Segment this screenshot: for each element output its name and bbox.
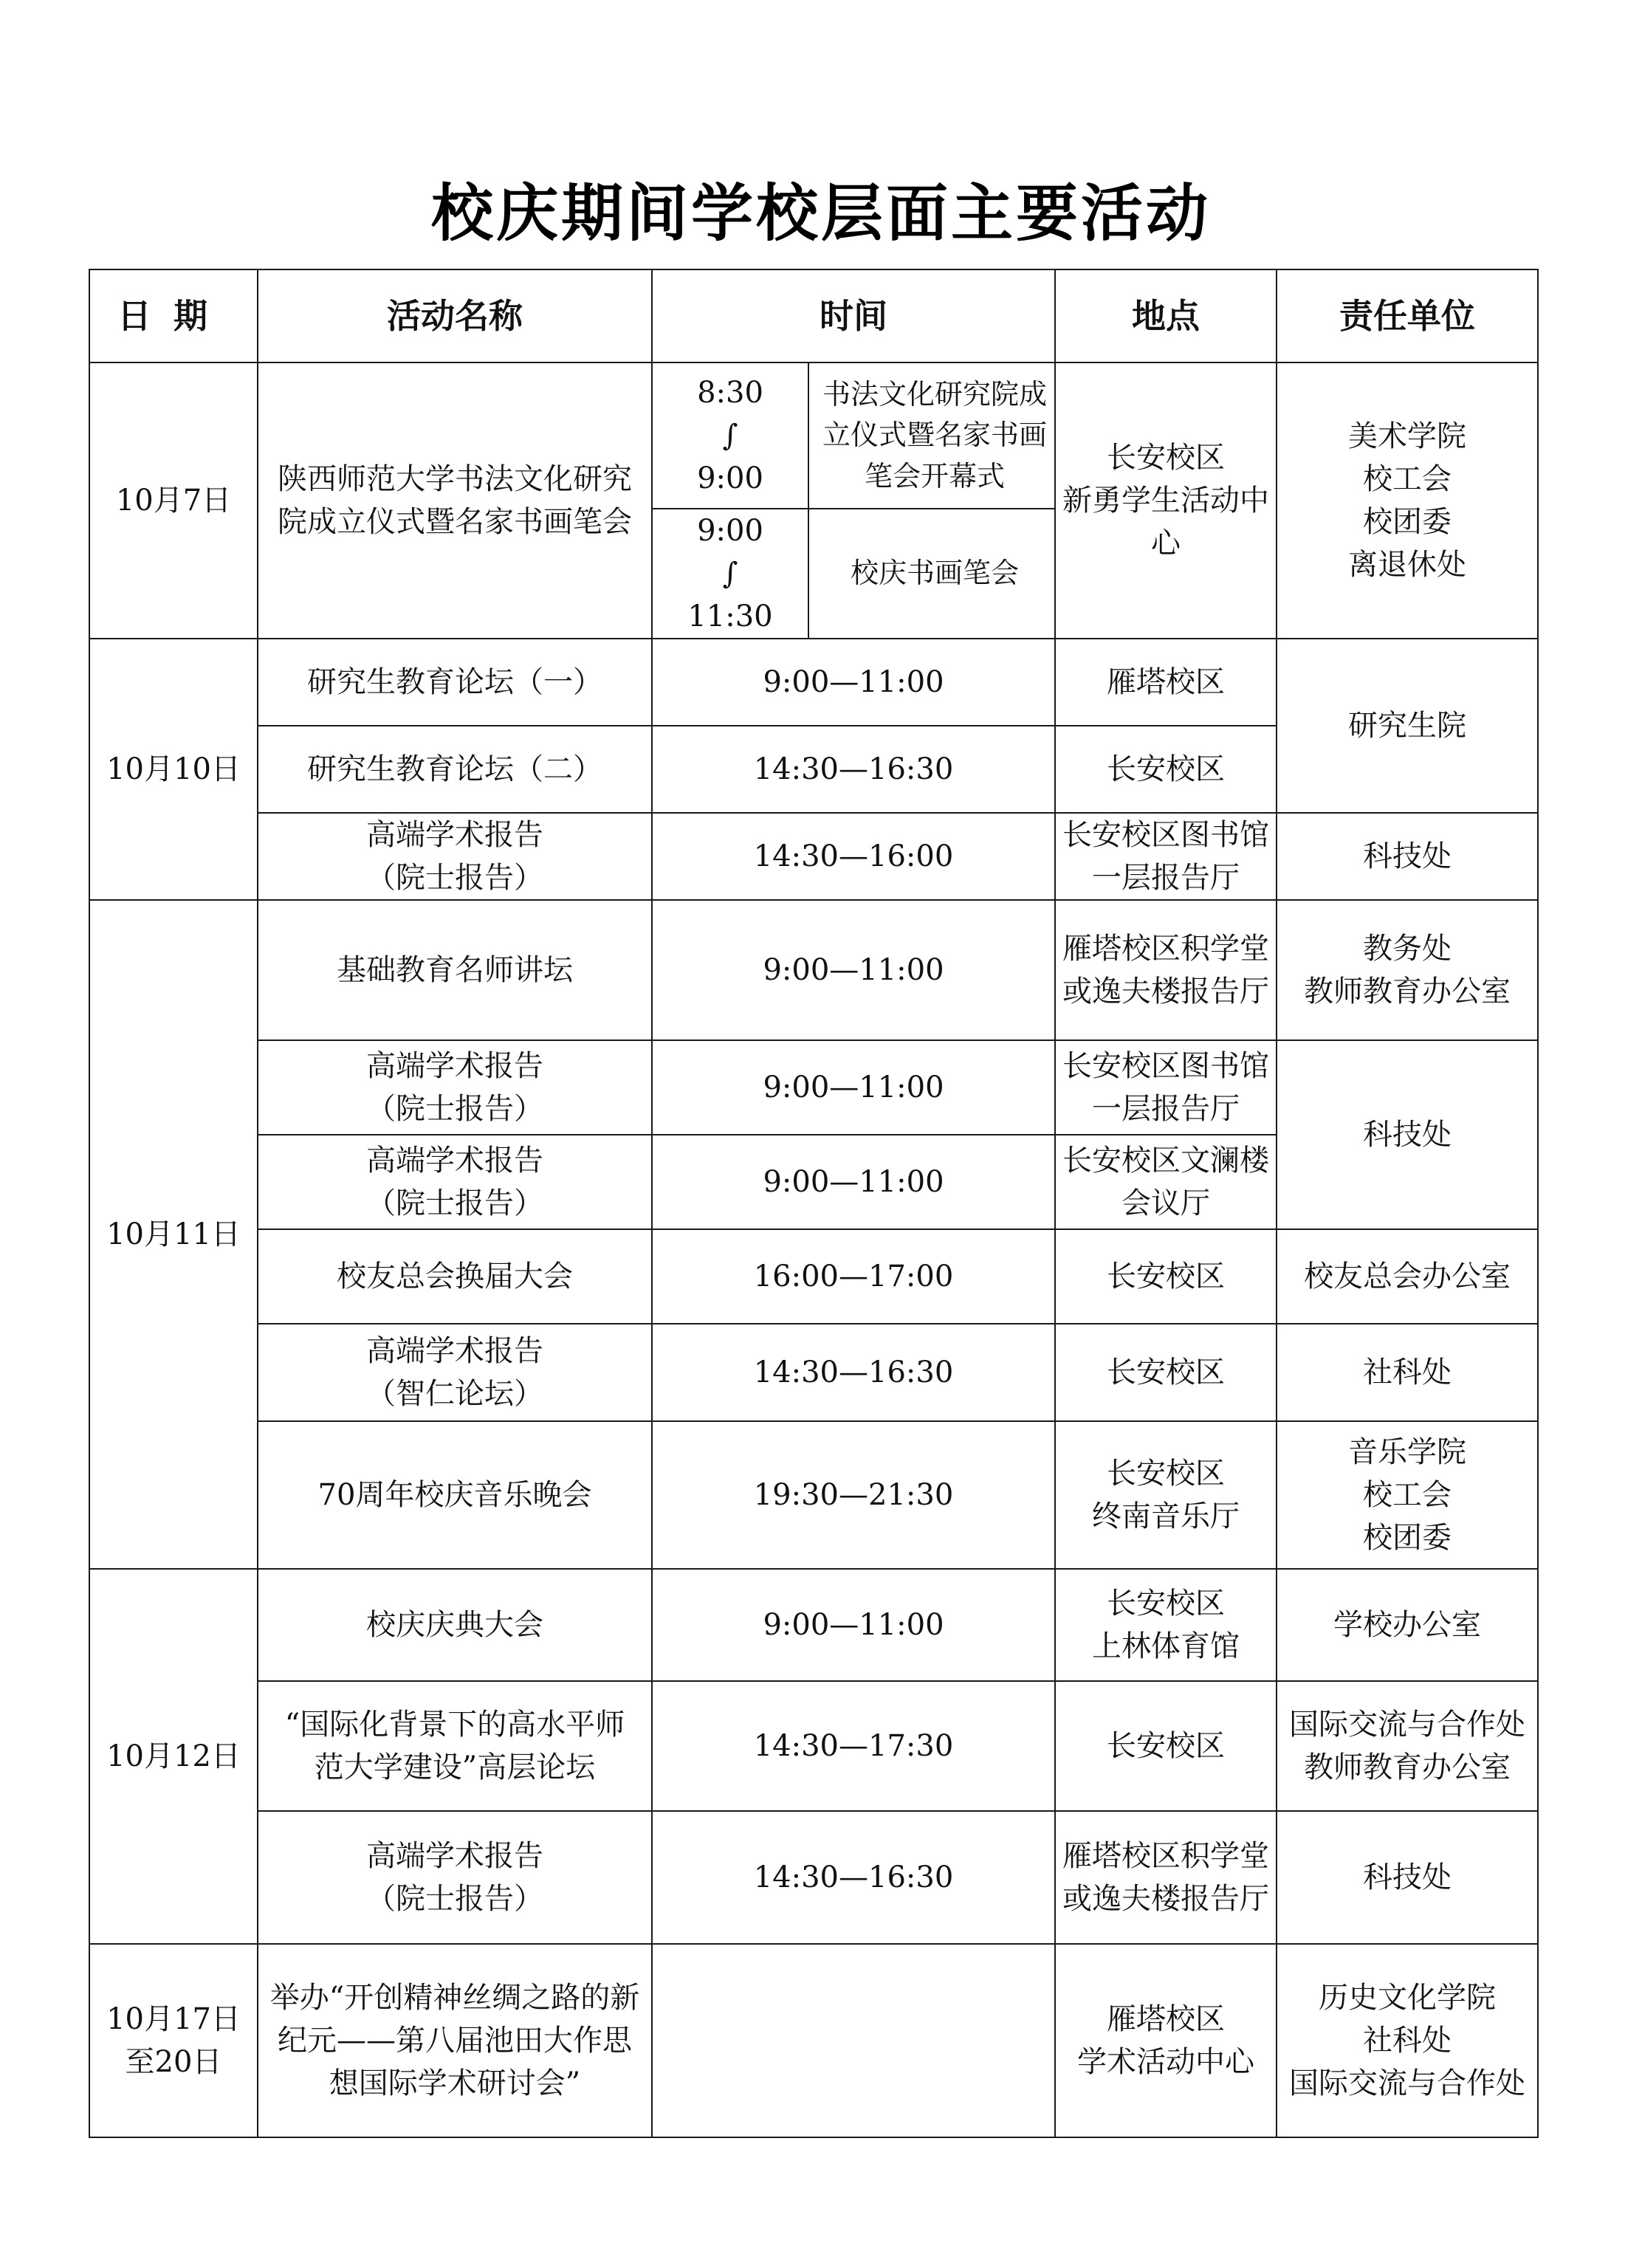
table-row: [89, 1040, 1538, 1135]
date-cell: 10月7日: [89, 362, 258, 639]
time-cell: 14:30—17:30: [652, 1681, 1055, 1811]
location-cell: 长安校区图书馆一层报告厅: [1055, 1040, 1277, 1135]
schedule-table: [89, 269, 1539, 2138]
location-cell: 长安校区 上林体育馆: [1055, 1569, 1277, 1681]
time-cell: 14:30—16:30: [652, 726, 1055, 813]
activity-name-cell: “国际化背景下的高水平师范大学建设”高层论坛: [258, 1681, 652, 1811]
location-cell: 长安校区: [1055, 1681, 1277, 1811]
header-row: [89, 269, 1538, 362]
responsible-unit-cell: 科技处: [1277, 1811, 1538, 1944]
location-cell: 雁塔校区积学堂或逸夫楼报告厅: [1055, 1811, 1277, 1944]
location-cell: 长安校区: [1055, 726, 1277, 813]
sub-activity-cell: 校庆书画笔会: [808, 509, 1055, 639]
responsible-unit-cell: 国际交流与合作处 教师教育办公室: [1277, 1681, 1538, 1811]
page-title: 校庆期间学校层面主要活动: [430, 177, 1211, 250]
activity-name-cell: 基础教育名师讲坛: [258, 900, 652, 1040]
date-cell: 10月12日: [89, 1569, 258, 1944]
location-cell: 长安校区: [1055, 1229, 1277, 1324]
location-cell: 长安校区 新勇学生活动中心: [1055, 362, 1277, 639]
date-cell: 10月10日: [89, 639, 258, 900]
time-cell: 9:00—11:00: [652, 639, 1055, 726]
table-row: [89, 813, 1538, 900]
table-row: [89, 1944, 1538, 2137]
time-cell: [652, 1944, 1055, 2137]
date-cell: 10月17日 至20日: [89, 1944, 258, 2137]
time-cell: 14:30—16:30: [652, 1324, 1055, 1421]
responsible-unit-cell: 音乐学院 校工会 校团委: [1277, 1421, 1538, 1569]
time-cell: 16:00—17:00: [652, 1229, 1055, 1324]
table-row: [89, 1681, 1538, 1811]
time-cell: 9:00 ∫ 11:30: [652, 509, 808, 639]
header-time: 时间: [652, 269, 1055, 362]
location-cell: 长安校区图书馆一层报告厅: [1055, 813, 1277, 900]
table-row: [89, 362, 1538, 509]
activity-name-cell: 举办“开创精神丝绸之路的新纪元——第八届池田大作思想国际学术研讨会”: [258, 1944, 652, 2137]
header-date: 日期: [89, 269, 258, 362]
table-row: [89, 1421, 1538, 1569]
activity-name-cell: 高端学术报告 （院士报告）: [258, 1135, 652, 1229]
activity-name-cell: 高端学术报告 （智仁论坛）: [258, 1324, 652, 1421]
time-cell: 8:30 ∫ 9:00: [652, 362, 808, 509]
activity-name-cell: 70周年校庆音乐晚会: [258, 1421, 652, 1569]
sub-activity-cell: 书法文化研究院成立仪式暨名家书画笔会开幕式: [808, 362, 1055, 509]
header-location: 地点: [1055, 269, 1277, 362]
responsible-unit-cell: 科技处: [1277, 1040, 1538, 1229]
activity-name-cell: 高端学术报告 （院士报告）: [258, 1811, 652, 1944]
responsible-unit-cell: 社科处: [1277, 1324, 1538, 1421]
table-row: [89, 1229, 1538, 1324]
table-row: [89, 900, 1538, 1040]
time-cell: 9:00—11:00: [652, 1569, 1055, 1681]
table-row: [89, 1569, 1538, 1681]
header-responsible-unit: 责任单位: [1277, 269, 1538, 362]
location-cell: 雁塔校区积学堂或逸夫楼报告厅: [1055, 900, 1277, 1040]
responsible-unit-cell: 校友总会办公室: [1277, 1229, 1538, 1324]
time-cell: 9:00—11:00: [652, 1135, 1055, 1229]
activity-name-cell: 研究生教育论坛（二）: [258, 726, 652, 813]
responsible-unit-cell: 历史文化学院 社科处 国际交流与合作处: [1277, 1944, 1538, 2137]
location-cell: 雁塔校区: [1055, 639, 1277, 726]
responsible-unit-cell: 美术学院 校工会 校团委 离退休处: [1277, 362, 1538, 639]
responsible-unit-cell: 学校办公室: [1277, 1569, 1538, 1681]
time-cell: 9:00—11:00: [652, 900, 1055, 1040]
activity-name-cell: 高端学术报告 （院士报告）: [258, 813, 652, 900]
table-row: [89, 1811, 1538, 1944]
time-cell: 14:30—16:00: [652, 813, 1055, 900]
time-cell: 9:00—11:00: [652, 1040, 1055, 1135]
time-cell: 19:30—21:30: [652, 1421, 1055, 1569]
responsible-unit-cell: 科技处: [1277, 813, 1538, 900]
responsible-unit-cell: 教务处 教师教育办公室: [1277, 900, 1538, 1040]
table-row: [89, 1324, 1538, 1421]
responsible-unit-cell: 研究生院: [1277, 639, 1538, 813]
time-cell: 14:30—16:30: [652, 1811, 1055, 1944]
activity-name-cell: 校庆庆典大会: [258, 1569, 652, 1681]
table-row: [89, 639, 1538, 726]
activity-name-cell: 研究生教育论坛（一）: [258, 639, 652, 726]
activity-name-cell: 陕西师范大学书法文化研究院成立仪式暨名家书画笔会: [258, 362, 652, 639]
location-cell: 雁塔校区 学术活动中心: [1055, 1944, 1277, 2137]
header-activity-name: 活动名称: [258, 269, 652, 362]
location-cell: 长安校区: [1055, 1324, 1277, 1421]
location-cell: 长安校区文澜楼会议厅: [1055, 1135, 1277, 1229]
location-cell: 长安校区 终南音乐厅: [1055, 1421, 1277, 1569]
activity-name-cell: 校友总会换届大会: [258, 1229, 652, 1324]
date-cell: 10月11日: [89, 900, 258, 1569]
activity-name-cell: 高端学术报告 （院士报告）: [258, 1040, 652, 1135]
